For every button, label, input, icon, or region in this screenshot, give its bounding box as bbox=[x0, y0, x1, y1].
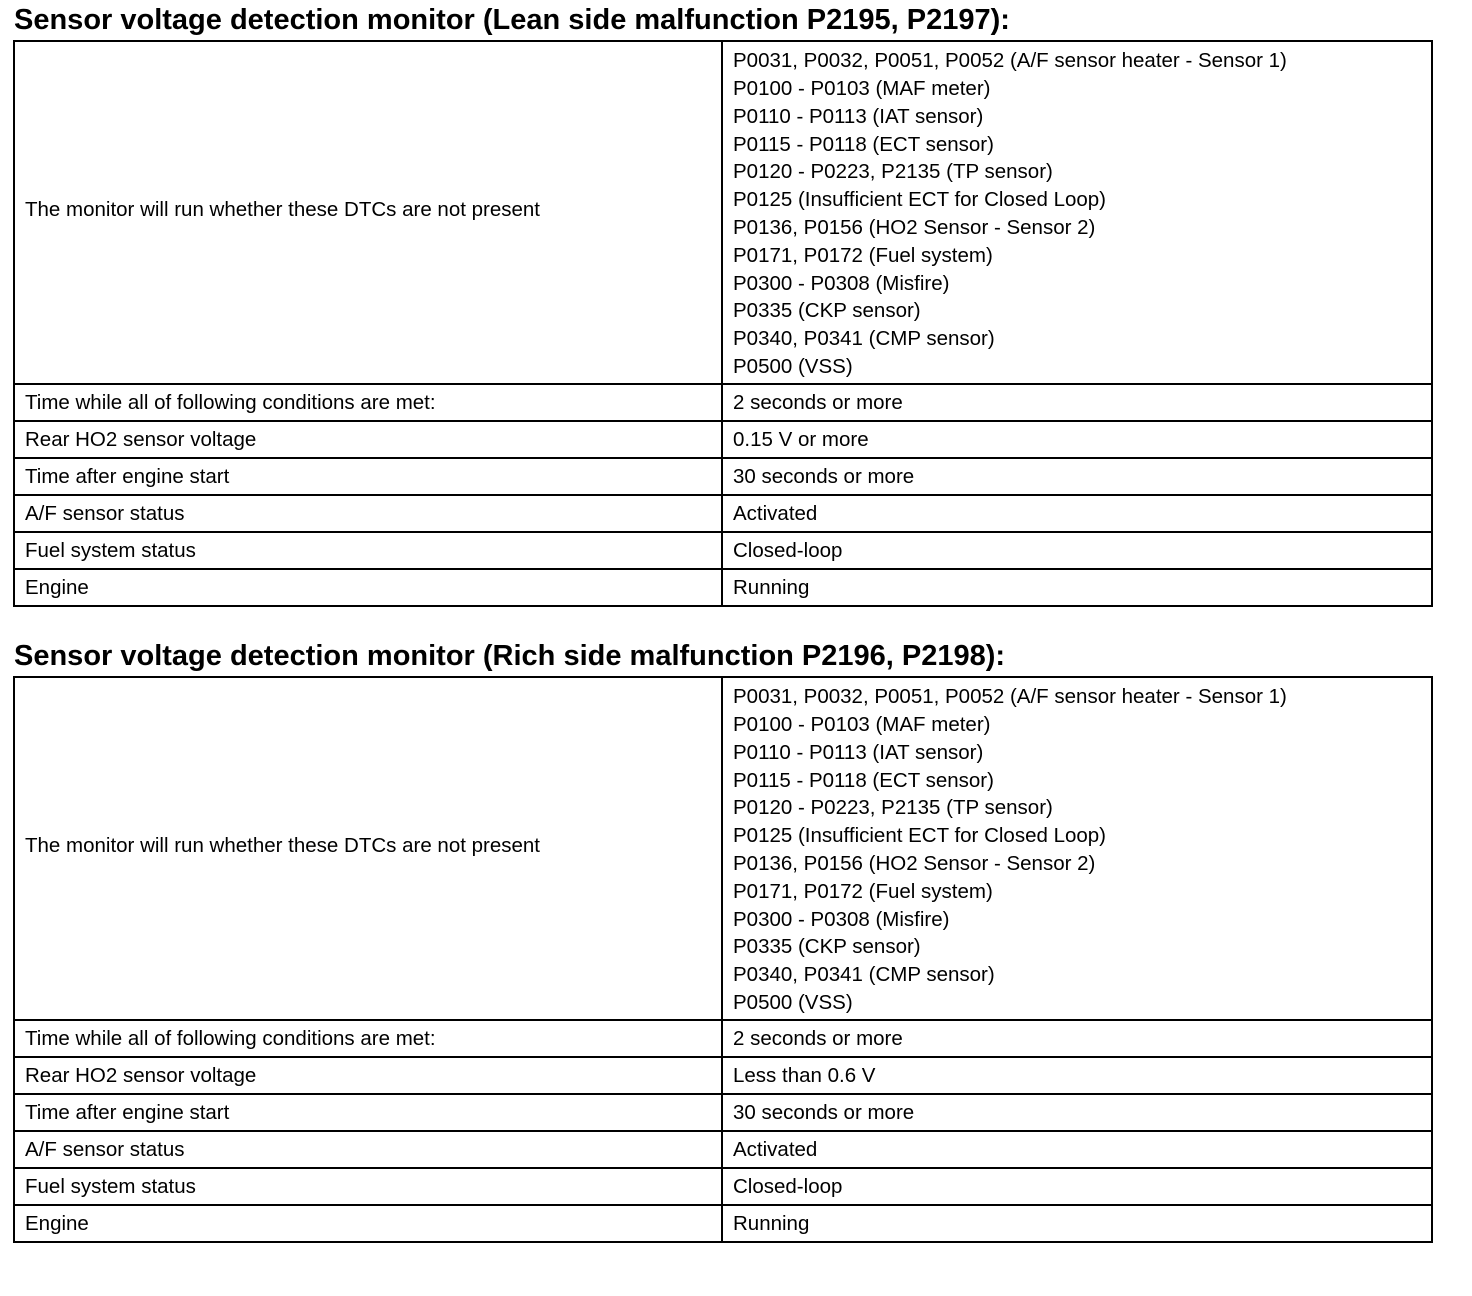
table-row bbox=[14, 1205, 1432, 1242]
list-item: P0300 - P0308 (Misfire) bbox=[733, 271, 950, 295]
section-title-rich: Sensor voltage detection monitor (Rich side malfunction P2196, P2198): bbox=[14, 640, 1006, 672]
list-item: P0300 - P0308 (Misfire) bbox=[733, 907, 950, 931]
condition-value: Running bbox=[722, 1205, 1432, 1242]
dtc-label: The monitor will run whether these DTCs are not present bbox=[25, 197, 541, 221]
list-item: P0031, P0032, P0051, P0052 (A/F sensor heater - Sensor 1) bbox=[733, 685, 1287, 709]
list-item: P0340, P0341 (CMP sensor) bbox=[733, 327, 995, 351]
table-row bbox=[14, 569, 1432, 606]
list-item: P0500 (VSS) bbox=[733, 990, 853, 1014]
list-item: P0125 (Insufficient ECT for Closed Loop) bbox=[733, 824, 1107, 848]
table-row bbox=[14, 677, 1432, 1020]
list-item: P0031, P0032, P0051, P0052 (A/F sensor heater - Sensor 1) bbox=[733, 49, 1287, 73]
condition-value: Closed-loop bbox=[722, 532, 1432, 569]
table-row bbox=[14, 41, 1432, 384]
table-row bbox=[14, 384, 1432, 421]
table-row bbox=[14, 1094, 1432, 1131]
table-row bbox=[14, 1131, 1432, 1168]
list-item: P0110 - P0113 (IAT sensor) bbox=[733, 740, 984, 764]
condition-value: Running bbox=[722, 569, 1432, 606]
condition-value: 2 seconds or more bbox=[722, 384, 1432, 421]
list-item: P0125 (Insufficient ECT for Closed Loop) bbox=[733, 188, 1107, 212]
condition-value: 2 seconds or more bbox=[722, 1020, 1432, 1057]
condition-label: Fuel system status bbox=[14, 532, 722, 569]
list-item: P0171, P0172 (Fuel system) bbox=[733, 243, 993, 267]
list-item: P0340, P0341 (CMP sensor) bbox=[733, 963, 995, 987]
dtc-label-cell bbox=[14, 677, 722, 1020]
section-title-lean: Sensor voltage detection monitor (Lean side malfunction P2195, P2197): bbox=[14, 4, 1010, 36]
table-row bbox=[14, 532, 1432, 569]
list-item: P0115 - P0118 (ECT sensor) bbox=[733, 768, 994, 792]
dtc-list bbox=[733, 44, 1421, 381]
list-item: P0100 - P0103 (MAF meter) bbox=[733, 77, 991, 101]
condition-label: Time while all of following conditions are met: bbox=[14, 384, 722, 421]
condition-label: Time after engine start bbox=[14, 1094, 722, 1131]
condition-label: Time after engine start bbox=[14, 458, 722, 495]
list-item: P0171, P0172 (Fuel system) bbox=[733, 879, 993, 903]
rich-monitor-table bbox=[13, 676, 1433, 1243]
dtc-label-cell bbox=[14, 41, 722, 384]
list-item: P0120 - P0223, P2135 (TP sensor) bbox=[733, 160, 1053, 184]
condition-label: Engine bbox=[14, 1205, 722, 1242]
list-item: P0120 - P0223, P2135 (TP sensor) bbox=[733, 796, 1053, 820]
condition-value: Activated bbox=[722, 495, 1432, 532]
list-item: P0110 - P0113 (IAT sensor) bbox=[733, 104, 984, 128]
condition-label: A/F sensor status bbox=[14, 495, 722, 532]
table-row bbox=[14, 495, 1432, 532]
condition-label: Fuel system status bbox=[14, 1168, 722, 1205]
list-item: P0136, P0156 (HO2 Sensor - Sensor 2) bbox=[733, 852, 1096, 875]
condition-value: Activated bbox=[722, 1131, 1432, 1168]
condition-value: Closed-loop bbox=[722, 1168, 1432, 1205]
list-item: P0115 - P0118 (ECT sensor) bbox=[733, 132, 994, 156]
condition-label: Time while all of following conditions are met: bbox=[14, 1020, 722, 1057]
dtc-label: The monitor will run whether these DTCs are not present bbox=[25, 833, 541, 857]
condition-value: 30 seconds or more bbox=[722, 458, 1432, 495]
condition-value: 30 seconds or more bbox=[722, 1094, 1432, 1131]
dtc-list bbox=[733, 680, 1421, 1017]
list-item: P0500 (VSS) bbox=[733, 354, 853, 378]
table-row bbox=[14, 458, 1432, 495]
condition-value: Less than 0.6 V bbox=[722, 1057, 1432, 1094]
condition-label: Rear HO2 sensor voltage bbox=[14, 1057, 722, 1094]
list-item: P0100 - P0103 (MAF meter) bbox=[733, 713, 991, 737]
dtc-list-cell bbox=[722, 41, 1432, 384]
condition-label: Engine bbox=[14, 569, 722, 606]
list-item: P0335 (CKP sensor) bbox=[733, 935, 921, 959]
condition-label: Rear HO2 sensor voltage bbox=[14, 421, 722, 458]
condition-label: A/F sensor status bbox=[14, 1131, 722, 1168]
condition-value: 0.15 V or more bbox=[722, 421, 1432, 458]
lean-monitor-table bbox=[13, 40, 1433, 607]
list-item: P0335 (CKP sensor) bbox=[733, 299, 921, 323]
table-row bbox=[14, 421, 1432, 458]
table-row bbox=[14, 1057, 1432, 1094]
table-row bbox=[14, 1020, 1432, 1057]
dtc-list-cell bbox=[722, 677, 1432, 1020]
table-row bbox=[14, 1168, 1432, 1205]
list-item: P0136, P0156 (HO2 Sensor - Sensor 2) bbox=[733, 216, 1096, 239]
